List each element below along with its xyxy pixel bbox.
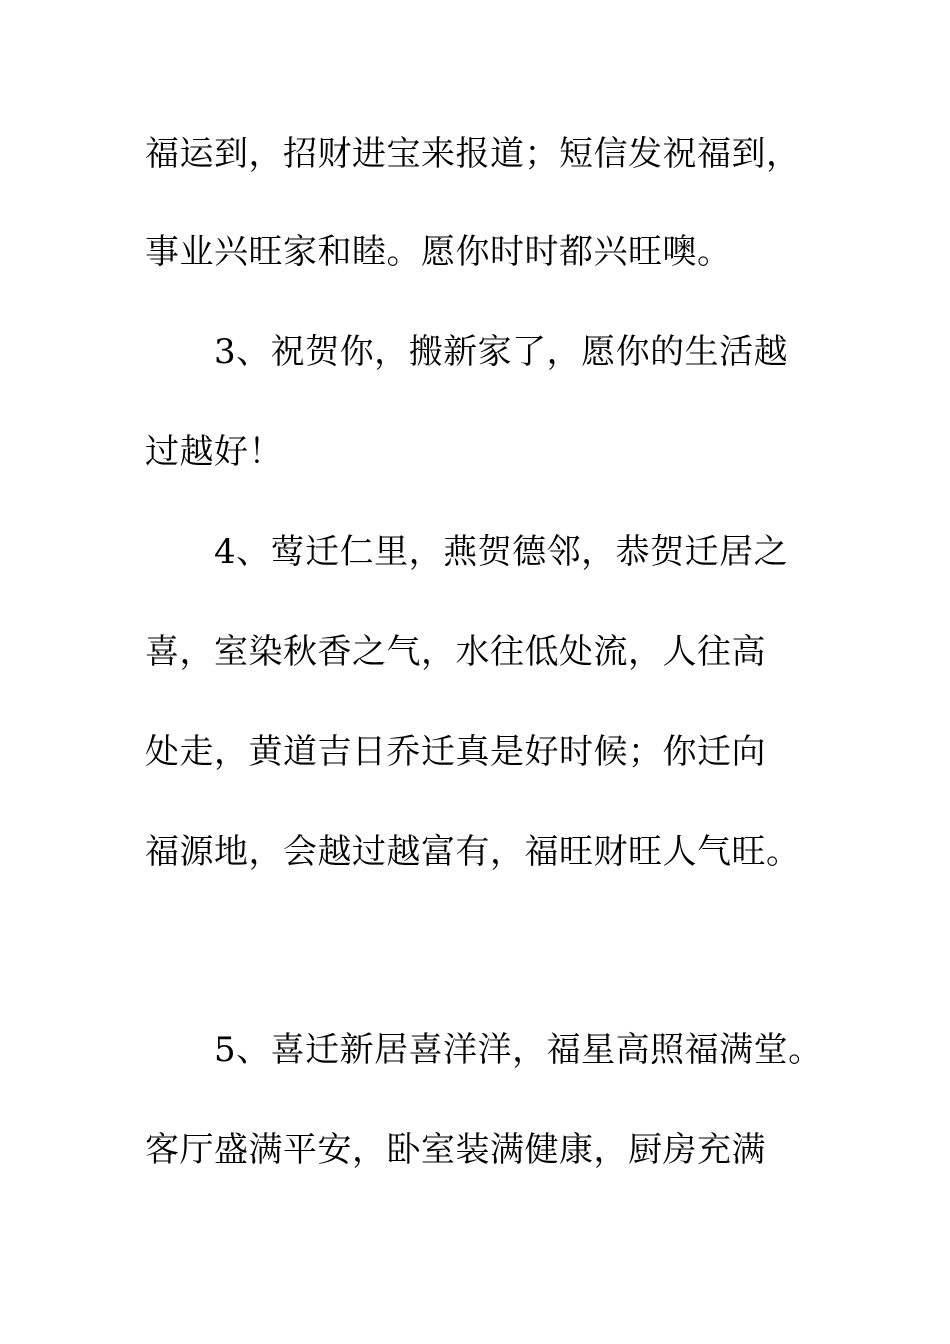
text-line-2: 事业兴旺家和睦。愿你时时都兴旺噢。 <box>145 232 732 272</box>
text-line-4: 过越好！ <box>145 432 283 472</box>
text-line-7: 处走，黄道吉日乔迁真是好时候；你迁向 <box>145 732 766 772</box>
text-line-6: 喜，室染秋香之气，水往低处流，人往高 <box>145 632 766 672</box>
text-line-8: 福源地，会越过越富有，福旺财旺人气旺。 <box>145 832 801 872</box>
text-line-5: 4、莺迁仁里，燕贺德邻，恭贺迁居之 <box>214 532 789 572</box>
text-line-10: 客厅盛满平安，卧室装满健康，厨房充满 <box>145 1130 766 1170</box>
text-line-1: 福运到，招财进宝来报道；短信发祝福到， <box>145 134 801 174</box>
text-line-3: 3、祝贺你，搬新家了，愿你的生活越 <box>214 332 789 372</box>
text-line-9: 5、喜迁新居喜洋洋，福星高照福满堂。 <box>214 1030 823 1070</box>
